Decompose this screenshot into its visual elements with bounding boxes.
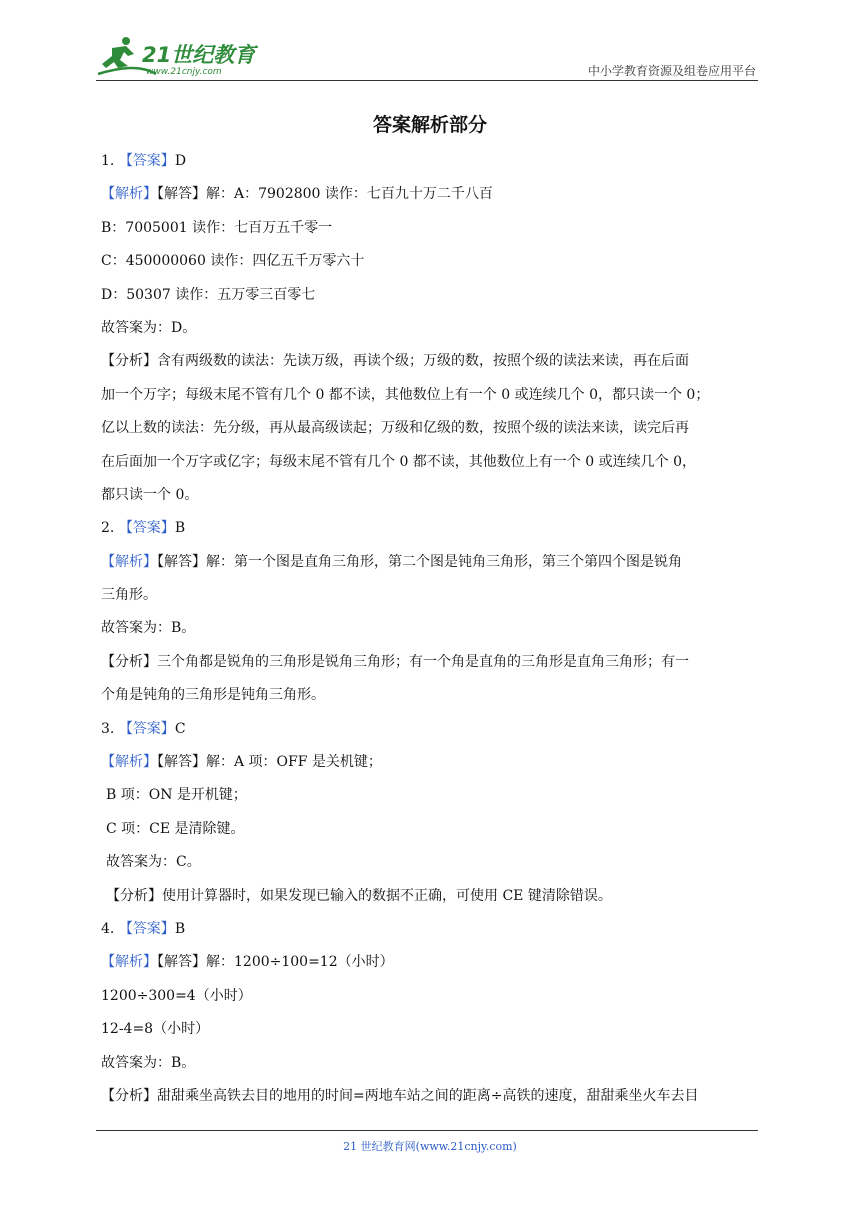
header-divider [96, 80, 758, 81]
q1-analysis-line: 加一个万字；每级末尾不管有几个 0 都不读，其他数位上有一个 0 或连续几个 0，都只读一个 0； [101, 386, 710, 403]
q2-analysis-line: 【分析】三个角都是锐角的三角形是锐角三角形；有一个角是直角的三角形是直角三角形；有一 [101, 653, 689, 670]
q4-line: 故答案为：B。 [101, 1054, 196, 1071]
q2-analysis-line: 个角是钝角的三角形是钝角三角形。 [101, 687, 325, 704]
svg-text:21世纪教育: 21世纪教育 [142, 43, 256, 67]
q3-answer-line: 3. 【答案】C [101, 720, 186, 737]
q2-line: 三角形。 [101, 587, 157, 604]
q3-line: 故答案为：C。 [106, 854, 201, 871]
q3-line: C 项：CE 是清除键。 [106, 820, 245, 837]
q4-analysis-line: 【分析】甜甜乘坐高铁去目的地用的时间=两地车站之间的距离÷高铁的速度，甜甜乘坐火车去目 [101, 1087, 699, 1104]
q2-line: 故答案为：B。 [101, 620, 196, 637]
page-title: 答案解析部分 [372, 114, 487, 136]
footer-divider [96, 1130, 758, 1131]
svg-text:www.21cnjy.com: www.21cnjy.com [146, 67, 222, 77]
q3-analysis-line: 【分析】使用计算器时，如果发现已输入的数据不正确，可使用 CE 键清除错误。 [106, 887, 612, 904]
q4-answer-line: 4. 【答案】B [101, 920, 186, 937]
q3-solution-line: 【解析】【解答】解：A 项：OFF 是关机键； [101, 754, 382, 771]
page-header [96, 30, 758, 80]
q2-answer-line: 2. 【答案】B [101, 520, 186, 537]
q3-line: B 项：ON 是开机键； [106, 787, 247, 804]
q1-analysis-line: 在后面加一个万字或亿字；每级末尾不管有几个 0 都不读，其他数位上有一个 0 或连续几个 0， [101, 453, 696, 470]
q2-solution-line: 【解析】【解答】解：第一个图是直角三角形，第二个图是钝角三角形，第三个第四个图是锐角 [101, 553, 682, 570]
page-footer: 21 世纪教育网(www.21cnjy.com) [343, 1140, 517, 1153]
q1-answer-line: 1. 【答案】D [101, 153, 187, 169]
q1-line: D：50307 读作：五万零三百零七 [101, 286, 316, 303]
site-logo [96, 34, 266, 78]
q4-line: 12-4=8（小时） [101, 1021, 210, 1038]
q1-line: 故答案为：D。 [101, 319, 197, 336]
q1-analysis-line: 都只读一个 0。 [101, 486, 199, 503]
q4-line: 1200÷300=4（小时） [101, 987, 252, 1004]
q1-analysis-line: 亿以上数的读法：先分级，再从最高级读起；万级和亿级的数，按照个级的读法来读，读完后再 [101, 420, 689, 437]
q1-line: C：450000060 读作：四亿五千万零六十 [101, 253, 365, 270]
q1-solution-line: 【解析】【解答】解：A：7902800 读作：七百九十万二千八百 [101, 186, 493, 203]
q1-analysis-line: 【分析】含有两级数的读法：先读万级，再读个级；万级的数，按照个级的读法来读，再在后面 [101, 353, 689, 370]
platform-name: 中小学教育资源及组卷应用平台 [587, 64, 756, 78]
answer-content [101, 145, 763, 1113]
q4-solution-line: 【解析】【解答】解：1200÷100=12（小时） [101, 954, 394, 971]
q1-line: B：7005001 读作：七百万五千零一 [101, 219, 333, 236]
